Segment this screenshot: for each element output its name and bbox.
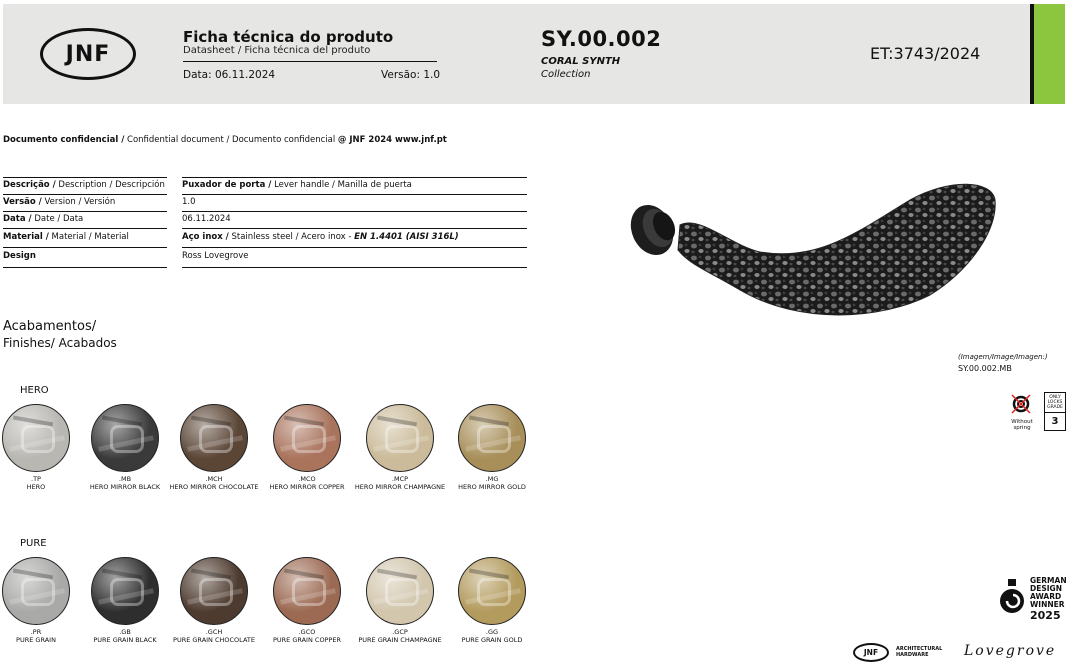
designer-signature: Lovegrove (964, 643, 1057, 659)
grade-badge (1044, 392, 1066, 431)
finish-code: .TP (31, 475, 41, 483)
finish-code: .GCP (392, 628, 408, 636)
finish-code: .GG (485, 628, 499, 636)
finish-swatch (273, 557, 341, 625)
spec-label (3, 180, 165, 190)
finish-name: PURE GRAIN COPPER (272, 636, 342, 644)
image-caption-label: (Imagem/Image/Imagen:) (958, 353, 1048, 361)
spec-label-translations: Material / Material (48, 232, 129, 242)
finish-swatch (2, 404, 70, 472)
finish-code: .PR (30, 628, 42, 636)
spec-value-primary: Puxador de porta / (182, 180, 272, 190)
finish-code: .GB (119, 628, 131, 636)
footer-logo-text: JNF (863, 648, 879, 657)
finish-code: .MCH (205, 475, 223, 483)
finish-name: PURE GRAIN BLACK (93, 636, 157, 644)
finish-name: HERO MIRROR CHOCOLATE (169, 483, 259, 491)
spec-value-primary: Aço inox / (182, 232, 229, 242)
spec-label-primary: Descrição / (3, 180, 56, 190)
spec-value-text: Lever handle / Manilla de puerta (271, 180, 412, 190)
finish-name: HERO (26, 483, 46, 491)
et-reference: ET:3743/2024 (870, 44, 981, 63)
finish-name: PURE GRAIN (16, 636, 56, 644)
product-code: SY.00.002 (541, 27, 662, 51)
header-divider (183, 61, 437, 62)
finish-swatch (273, 404, 341, 472)
spec-value-extra: EN 1.4401 (AISI 316L) (354, 232, 459, 242)
spec-rule (3, 194, 167, 195)
finish-name: PURE GRAIN GOLD (461, 636, 523, 644)
confidential-notice (3, 135, 447, 145)
finish-swatch (180, 557, 248, 625)
spec-rule (3, 267, 167, 268)
finish-code: .MCO (298, 475, 316, 483)
confidential-copyright: @ JNF 2024 www.jnf.pt (337, 135, 447, 145)
finish-swatch (366, 404, 434, 472)
finish-caption (437, 628, 547, 644)
accent-bar (1030, 4, 1065, 104)
grade-value: 3 (1051, 416, 1059, 427)
finish-swatch (458, 557, 526, 625)
spec-rule (182, 194, 527, 195)
spec-label-primary: Data / (3, 214, 32, 224)
footer-tagline-2: HARDWARE (896, 652, 929, 658)
spec-label (3, 214, 83, 224)
finish-code: .GCO (298, 628, 316, 636)
finish-name: PURE GRAIN CHAMPAGNE (358, 636, 442, 644)
grade-divider (1045, 412, 1065, 413)
spec-label-translations: Version / Versión (41, 197, 116, 207)
confidential-label: Documento confidencial / (3, 135, 125, 145)
finish-name: HERO MIRROR COPPER (269, 483, 345, 491)
finish-swatch (180, 404, 248, 472)
collection-name: CORAL SYNTH (541, 56, 621, 67)
spring-caption: Without spring (1011, 419, 1033, 431)
spec-value-text: Stainless steel / Acero inox - (228, 232, 355, 242)
finishes-subtitle: Finishes/ Acabados (3, 336, 117, 350)
spec-label-translations: Date / Data (31, 214, 84, 224)
finish-swatch (2, 557, 70, 625)
spec-value (182, 251, 249, 261)
confidential-translations: Confidential document / Documento confidencial (124, 135, 338, 145)
finish-group-label: HERO (20, 385, 49, 396)
logo-text: JNF (65, 41, 111, 67)
finish-name: HERO MIRROR GOLD (458, 483, 526, 491)
spec-rule (3, 177, 167, 178)
spring-icon (1010, 393, 1032, 415)
award-line-3: AWARD (1030, 592, 1062, 601)
finishes-title: Acabamentos/ (3, 319, 97, 334)
finish-swatch (91, 404, 159, 472)
spec-rule (182, 177, 527, 178)
award-icon (998, 579, 1026, 615)
award-year: 2025 (1030, 609, 1061, 622)
spec-rule (3, 228, 167, 229)
spec-value-text: 1.0 (182, 197, 196, 207)
header-version: Versão: 1.0 (381, 69, 441, 81)
award-line-2: DESIGN (1030, 584, 1062, 593)
product-image (620, 170, 1000, 340)
footer-tagline (896, 646, 942, 658)
finish-code: .MB (118, 475, 132, 483)
spec-value-text: Ross Lovegrove (182, 251, 249, 261)
spec-rule (3, 211, 167, 212)
finish-name: HERO MIRROR CHAMPAGNE (354, 483, 446, 491)
jnf-logo (40, 28, 136, 80)
spec-rule (182, 247, 527, 248)
spec-label (3, 232, 129, 242)
spec-label (3, 251, 36, 261)
grade-label: ONLY LOCKS GRADE (1047, 395, 1063, 410)
award-year-block (1030, 600, 1065, 622)
spec-value-text: 06.11.2024 (182, 214, 231, 224)
spec-label-primary: Material / (3, 232, 49, 242)
spec-label (3, 197, 115, 207)
finish-code: .MCP (391, 475, 409, 483)
page-subtitle: Datasheet / Ficha técnica del produto (183, 45, 371, 56)
spec-value (182, 180, 412, 190)
spec-rule (182, 267, 527, 268)
spec-value (182, 232, 459, 242)
award-text (1030, 577, 1067, 601)
spec-rule (3, 247, 167, 248)
finish-name: PURE GRAIN CHOCOLATE (173, 636, 255, 644)
spec-rule (182, 228, 527, 229)
accent-divider (1030, 4, 1034, 104)
finish-code: .MG (485, 475, 499, 483)
finish-caption (437, 475, 547, 491)
spec-label-primary: Versão / (3, 197, 42, 207)
footer-tagline-1: ARCHITECTURAL (896, 646, 943, 652)
finish-name: HERO MIRROR BLACK (89, 483, 161, 491)
finish-swatch (366, 557, 434, 625)
page-title: Ficha técnica do produto (183, 28, 394, 46)
finish-group-label: PURE (20, 538, 47, 549)
image-caption-code: SY.00.002.MB (958, 364, 1012, 373)
header-date: Data: 06.11.2024 (183, 69, 276, 81)
spec-label-primary: Design (3, 251, 36, 261)
finish-swatch (91, 557, 159, 625)
footer-logo (853, 643, 889, 662)
spec-label-translations: Description / Descripción (55, 180, 165, 190)
finish-swatch (458, 404, 526, 472)
spec-value (182, 197, 196, 207)
finish-code: .GCH (205, 628, 223, 636)
award-line-1: GERMAN (1030, 576, 1067, 585)
spec-value (182, 214, 231, 224)
spec-rule (182, 211, 527, 212)
collection-label: Collection (541, 69, 591, 80)
award-line-4: WINNER (1030, 600, 1065, 609)
